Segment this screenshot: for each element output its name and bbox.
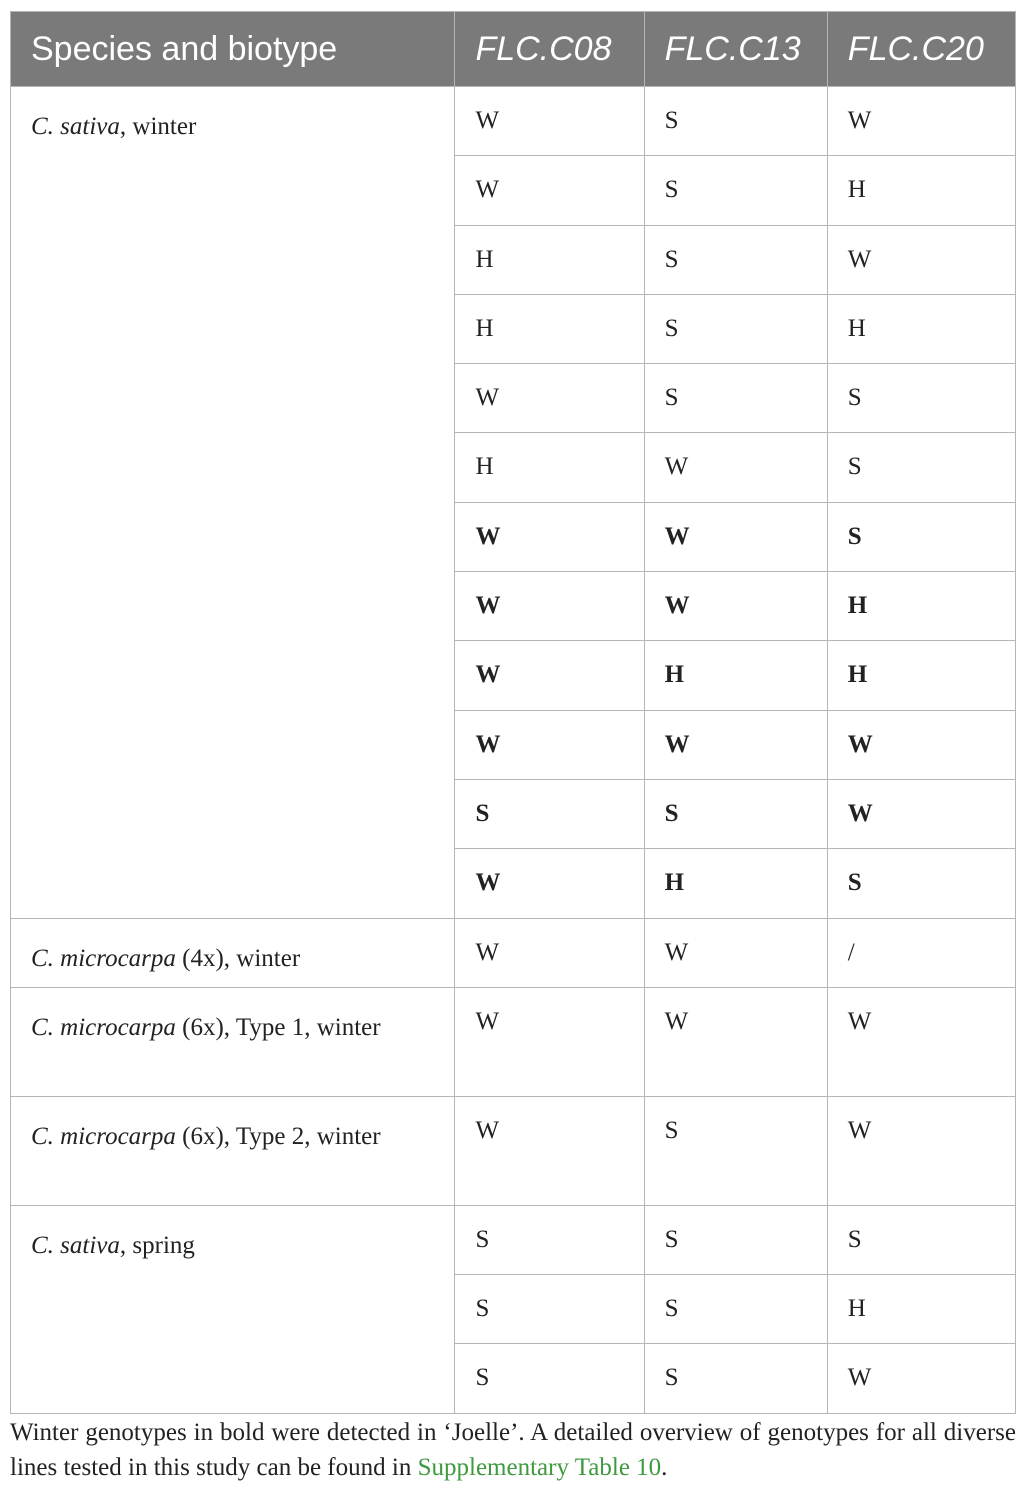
genotype-cell-c08: W	[455, 710, 644, 779]
genotype-cell-c13: W	[644, 710, 827, 779]
genotype-cell-c13: H	[644, 641, 827, 710]
genotype-cell-c20: W	[827, 987, 1015, 1096]
genotype-cell-c20: W	[827, 225, 1015, 294]
genotype-cell-c08: W	[455, 364, 644, 433]
genotype-cell-c13: S	[644, 364, 827, 433]
genotype-cell-c20: W	[827, 87, 1015, 156]
header-species-biotype: Species and biotype	[11, 12, 455, 87]
table-row	[11, 1205, 1016, 1274]
species-name: C. microcarpa	[31, 1013, 176, 1041]
genotype-cell-c08: H	[455, 433, 644, 502]
species-name: C. sativa	[31, 1231, 120, 1259]
genotype-cell-c20: S	[827, 1205, 1015, 1274]
species-biotype-cell	[11, 1205, 455, 1413]
genotype-cell-c20: H	[827, 641, 1015, 710]
genotype-cell-c20: /	[827, 918, 1015, 987]
header-flc-c20: FLC.C20	[827, 12, 1015, 87]
genotype-cell-c20: W	[827, 710, 1015, 779]
genotype-cell-c08: W	[455, 849, 644, 918]
genotype-cell-c13: S	[644, 1344, 827, 1413]
biotype-text: , spring	[119, 1231, 195, 1259]
header-flc-c13: FLC.C13	[644, 12, 827, 87]
genotype-cell-c08: S	[455, 1344, 644, 1413]
species-name: C. microcarpa	[31, 944, 176, 972]
genotype-cell-c08: S	[455, 1205, 644, 1274]
biotype-text: (6x), Type 1, winter	[175, 1013, 381, 1041]
genotype-cell-c20: W	[827, 1344, 1015, 1413]
genotype-cell-c20: H	[827, 1275, 1015, 1344]
genotype-cell-c20: H	[827, 156, 1015, 225]
genotype-cell-c13: S	[644, 1205, 827, 1274]
genotype-cell-c13: S	[644, 1096, 827, 1205]
biotype-text: (6x), Type 2, winter	[175, 1122, 381, 1150]
species-biotype-cell	[11, 987, 455, 1096]
genotype-cell-c08: W	[455, 987, 644, 1096]
genotype-cell-c13: S	[644, 779, 827, 848]
genotype-cell-c20: H	[827, 294, 1015, 363]
genotype-cell-c08: W	[455, 156, 644, 225]
genotype-cell-c20: S	[827, 433, 1015, 502]
genotype-cell-c08: S	[455, 779, 644, 848]
genotype-cell-c20: S	[827, 849, 1015, 918]
genotype-cell-c20: S	[827, 364, 1015, 433]
table-body	[11, 87, 1016, 1414]
table-footnote	[10, 1415, 1016, 1485]
genotype-cell-c20: S	[827, 502, 1015, 571]
genotype-cell-c08: W	[455, 502, 644, 571]
species-name: C. sativa	[31, 113, 120, 140]
genotype-cell-c13: S	[644, 294, 827, 363]
species-biotype-cell	[11, 918, 455, 987]
genotype-cell-c13: W	[644, 918, 827, 987]
genotype-cell-c13: S	[644, 87, 827, 156]
genotype-cell-c20: H	[827, 572, 1015, 641]
genotype-cell-c08: W	[455, 572, 644, 641]
genotype-cell-c08: W	[455, 641, 644, 710]
genotype-cell-c13: H	[644, 849, 827, 918]
genotype-cell-c13: W	[644, 572, 827, 641]
genotype-cell-c13: S	[644, 156, 827, 225]
table-row	[11, 87, 1016, 156]
footnote-end: .	[661, 1454, 668, 1481]
genotype-cell-c13: S	[644, 1275, 827, 1344]
species-biotype-cell	[11, 87, 455, 919]
header-flc-c08: FLC.C08	[455, 12, 644, 87]
genotype-table	[10, 11, 1016, 1414]
species-name: C. microcarpa	[31, 1122, 176, 1150]
table-row	[11, 918, 1016, 987]
genotype-cell-c08: W	[455, 918, 644, 987]
genotype-cell-c08: H	[455, 294, 644, 363]
table-row	[11, 1096, 1016, 1205]
genotype-cell-c13: W	[644, 987, 827, 1096]
biotype-text: (4x), winter	[175, 944, 301, 972]
supplementary-table-link[interactable]: Supplementary Table 10	[417, 1454, 662, 1481]
biotype-text: , winter	[119, 113, 197, 140]
genotype-cell-c08: H	[455, 225, 644, 294]
genotype-cell-c20: W	[827, 1096, 1015, 1205]
genotype-cell-c13: W	[644, 433, 827, 502]
genotype-cell-c20: W	[827, 779, 1015, 848]
genotype-cell-c08: W	[455, 1096, 644, 1205]
genotype-cell-c13: W	[644, 502, 827, 571]
species-biotype-cell	[11, 1096, 455, 1205]
footnote-text: Winter genotypes in bold were detected in ‘Joelle’. A detailed overview of genotypes for all diverse lines tested in this study can be found in	[10, 1419, 1016, 1481]
table-row	[11, 987, 1016, 1096]
table-header-row	[11, 12, 1016, 87]
genotype-cell-c13: S	[644, 225, 827, 294]
genotype-cell-c08: W	[455, 87, 644, 156]
genotype-cell-c08: S	[455, 1275, 644, 1344]
